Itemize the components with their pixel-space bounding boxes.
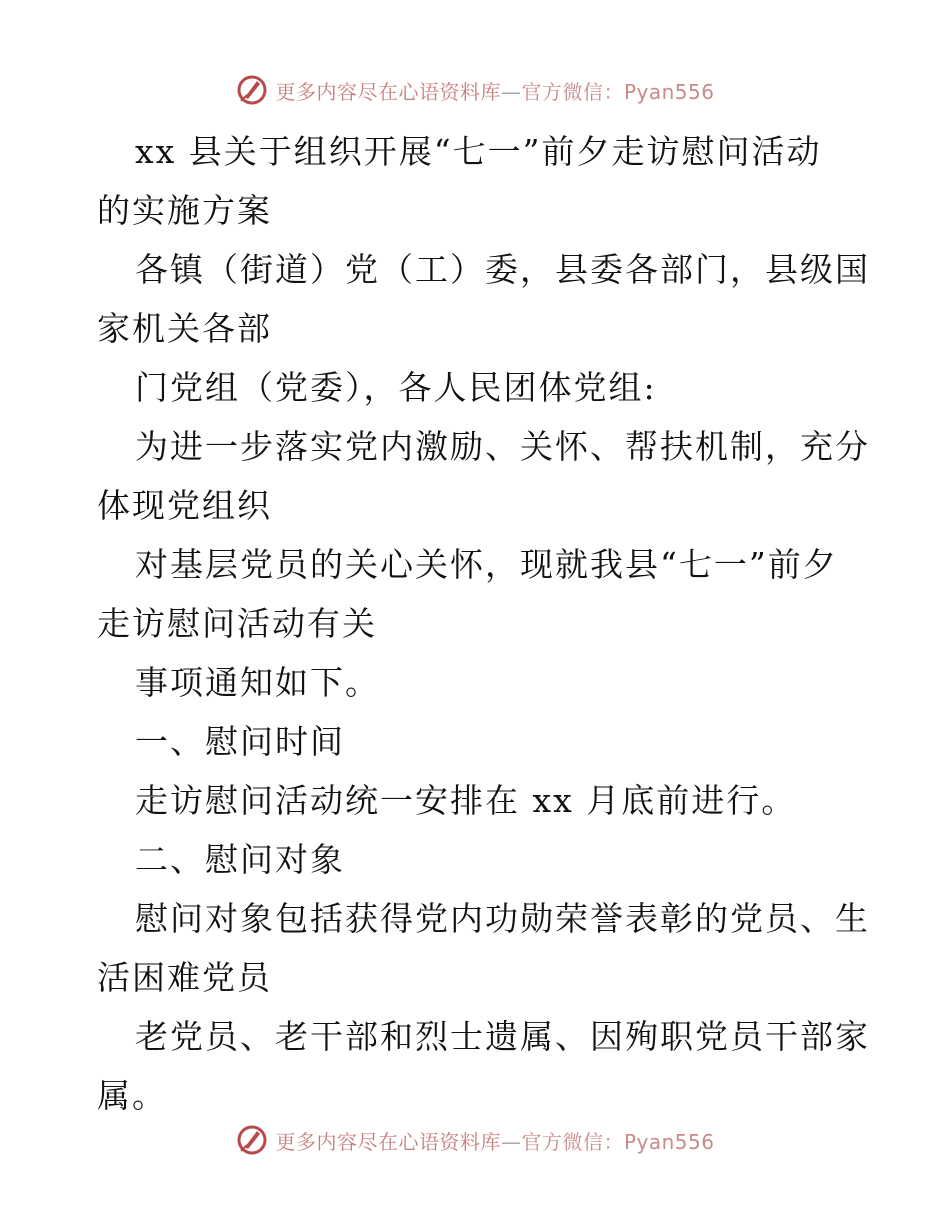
brand-logo-icon	[235, 73, 269, 107]
banner-wechat-text: 官方微信：Pyan556	[521, 1129, 715, 1154]
doc-paragraph-line: 为进一步落实党内激励、关怀、帮扶机制，充分	[135, 427, 870, 466]
banner-main-text: 更多内容尽在心语资料库	[275, 1129, 501, 1154]
header-banner	[0, 70, 950, 110]
doc-paragraph-line: 活困难党员	[97, 958, 272, 997]
banner-wechat-text: 官方微信：Pyan556	[521, 79, 715, 104]
doc-paragraph-line: 各镇（街道）党（工）委，县委各部门，县级国	[135, 250, 870, 289]
banner-text	[275, 1126, 714, 1155]
footer-banner	[0, 1120, 950, 1160]
brand-logo-icon	[235, 1123, 269, 1157]
banner-separator: —	[500, 1129, 522, 1154]
doc-paragraph-line: 慰问对象包括获得党内功勋荣誉表彰的党员、生	[135, 899, 870, 938]
banner-text	[275, 76, 714, 105]
doc-paragraph-line: 门党组（党委），各人民团体党组:	[135, 368, 657, 407]
doc-paragraph-line: 家机关各部	[97, 309, 272, 348]
banner-main-text: 更多内容尽在心语资料库	[275, 79, 501, 104]
doc-title-line-1: xx 县关于组织开展“七一”前夕走访慰问活动	[135, 132, 822, 171]
doc-title-line-2: 的实施方案	[97, 191, 272, 230]
doc-paragraph-line: 走访慰问活动统一安排在 xx 月底前进行。	[135, 781, 797, 820]
doc-paragraph-line: 事项通知如下。	[135, 663, 380, 702]
doc-paragraph-line: 体现党组织	[97, 486, 272, 525]
doc-paragraph-line: 老党员、老干部和烈士遗属、因殉职党员干部家	[135, 1017, 870, 1056]
section-heading-time: 一、慰问时间	[135, 722, 345, 761]
doc-paragraph-line: 对基层党员的关心关怀，现就我县“七一”前夕	[135, 545, 838, 584]
document-body	[97, 122, 870, 1125]
doc-paragraph-line: 走访慰问活动有关	[97, 604, 377, 643]
banner-separator: —	[500, 79, 522, 104]
doc-paragraph-line: 属。	[97, 1076, 167, 1115]
section-heading-targets: 二、慰问对象	[135, 840, 345, 879]
